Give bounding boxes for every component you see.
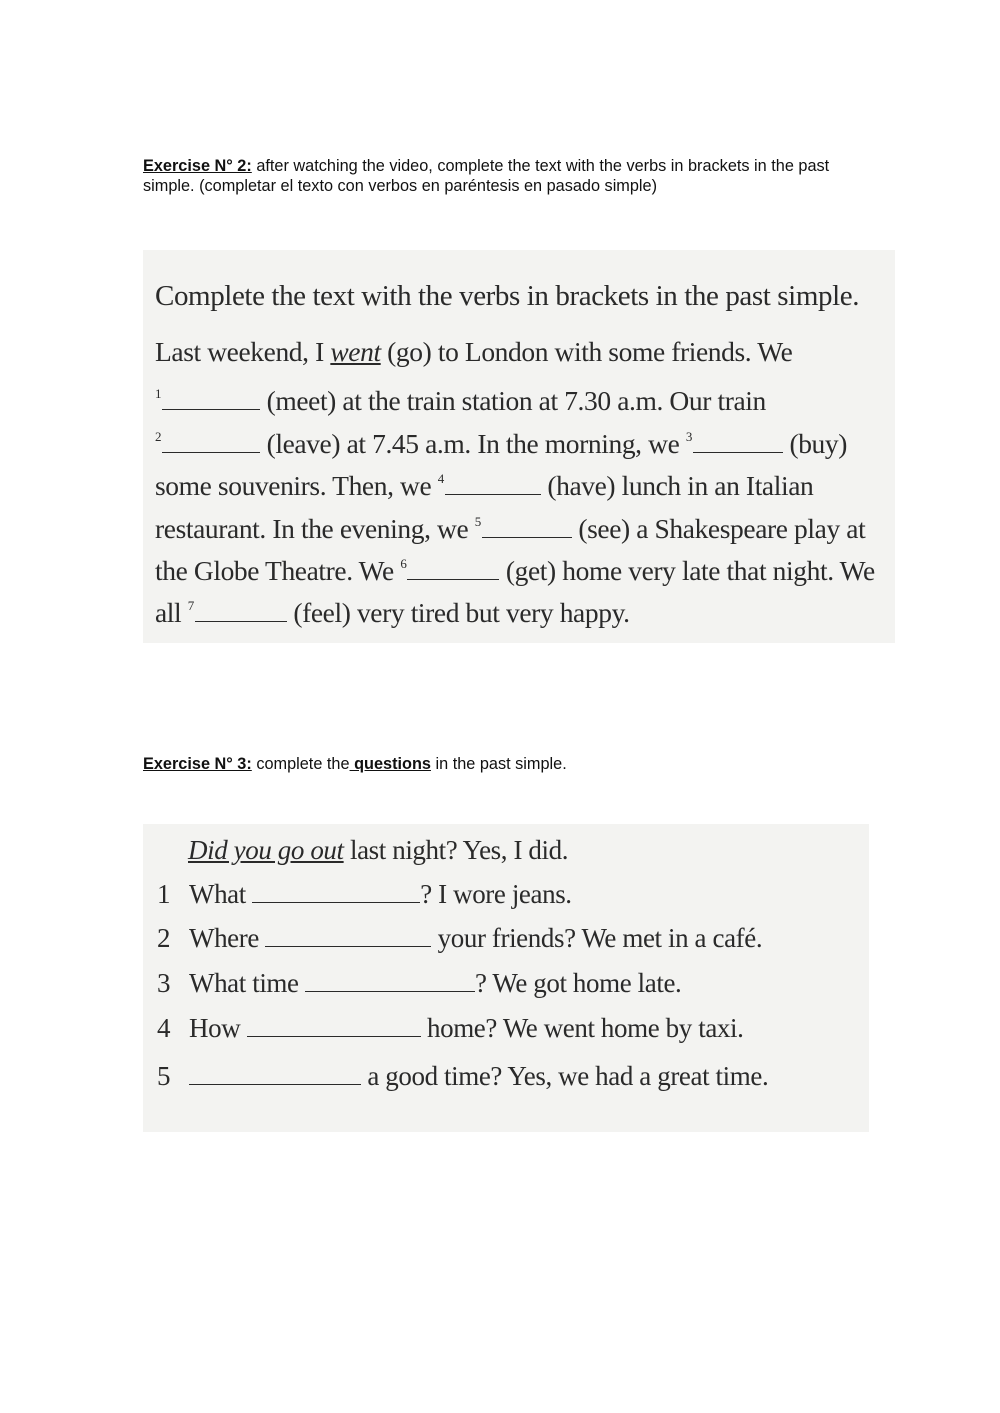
text-segment: all bbox=[155, 597, 188, 628]
answer-blank-5[interactable] bbox=[482, 515, 572, 538]
text-line bbox=[155, 506, 865, 545]
blank-number: 4 bbox=[437, 471, 444, 486]
question-blank-5[interactable] bbox=[189, 1062, 361, 1085]
exercise-3-instruction: complete the bbox=[251, 755, 350, 773]
example-answer: went bbox=[330, 336, 381, 367]
blank-number: 2 bbox=[155, 429, 162, 444]
exercise-3-keyword: questions bbox=[349, 755, 431, 773]
text-segment: What time bbox=[189, 968, 305, 998]
text-segment: ? We got home late. bbox=[474, 968, 682, 998]
question-line bbox=[157, 878, 572, 910]
answer-blank-1[interactable] bbox=[162, 387, 260, 410]
question-number: 2 bbox=[157, 923, 171, 953]
text-segment: (buy) bbox=[782, 428, 848, 459]
text-segment: ? I wore jeans. bbox=[420, 879, 572, 909]
question-line bbox=[157, 1012, 743, 1044]
text-segment: (meet) at the train station at 7.30 a.m. Our train bbox=[260, 385, 766, 416]
blank-number: 1 bbox=[155, 386, 162, 401]
exercise-2-label: Exercise N° 2: bbox=[143, 157, 252, 175]
question-line bbox=[157, 922, 762, 954]
answer-blank-7[interactable] bbox=[195, 599, 287, 622]
blank-number: 7 bbox=[187, 598, 194, 613]
text-segment: home? We went home by taxi. bbox=[420, 1013, 744, 1043]
text-line bbox=[155, 421, 847, 460]
answer-blank-6[interactable] bbox=[407, 557, 499, 580]
exercise-3-label: Exercise N° 3: bbox=[143, 755, 252, 773]
question-blank-3[interactable] bbox=[305, 969, 475, 992]
text-segment: How bbox=[189, 1013, 247, 1043]
exercise-2-text-image bbox=[143, 250, 895, 643]
question-number: 4 bbox=[157, 1013, 171, 1043]
text-line bbox=[155, 548, 875, 587]
text-segment: Last weekend, I bbox=[155, 336, 331, 367]
text-line bbox=[155, 590, 630, 629]
exercise-3-heading bbox=[143, 754, 863, 774]
text-segment: the Globe Theatre. We bbox=[155, 555, 401, 586]
question-number: 3 bbox=[157, 968, 171, 998]
blank-number: 6 bbox=[400, 556, 407, 571]
answer-blank-4[interactable] bbox=[445, 472, 541, 495]
exercise-2-heading bbox=[143, 156, 863, 196]
text-segment: (get) home very late that night. We bbox=[499, 555, 875, 586]
exercise-3-instruction-end: in the past simple. bbox=[430, 755, 567, 773]
text-segment: restaurant. In the evening, we bbox=[155, 513, 475, 544]
blank-number: 5 bbox=[474, 514, 481, 529]
text-segment: a good time? Yes, we had a great time. bbox=[361, 1061, 769, 1091]
answer-blank-3[interactable] bbox=[693, 430, 783, 453]
text-segment: some souvenirs. Then, we bbox=[155, 470, 438, 501]
example-question bbox=[188, 834, 568, 866]
question-line bbox=[157, 967, 681, 999]
text-segment: (feel) very tired but very happy. bbox=[286, 597, 630, 628]
blank-number: 3 bbox=[685, 429, 692, 444]
text-segment: (leave) at 7.45 a.m. In the morning, we bbox=[260, 428, 686, 459]
exercise-2-title: Complete the text with the verbs in brackets in the past simple. bbox=[155, 280, 860, 312]
text-segment: (go) to London with some friends. We bbox=[380, 336, 793, 367]
example-answer: Did you go out bbox=[188, 835, 344, 865]
question-blank-1[interactable] bbox=[252, 880, 420, 903]
text-segment: last night? Yes, I did. bbox=[343, 835, 569, 865]
answer-blank-2[interactable] bbox=[162, 430, 260, 453]
text-segment: What bbox=[189, 879, 253, 909]
text-line bbox=[155, 378, 766, 417]
question-number: 5 bbox=[157, 1061, 171, 1091]
text-line bbox=[155, 336, 792, 368]
text-segment: your friends? We met in a café. bbox=[431, 923, 763, 953]
exercise-2-instruction: after watching the video, complete the text with the verbs in brackets in the past simple. (completar el texto con verbos en paréntesis en pasado simple) bbox=[143, 157, 830, 195]
text-segment: (have) lunch in an Italian bbox=[540, 470, 814, 501]
text-segment: (see) a Shakespeare play at bbox=[571, 513, 866, 544]
question-blank-4[interactable] bbox=[247, 1014, 421, 1037]
question-blank-2[interactable] bbox=[265, 924, 431, 947]
text-segment: Where bbox=[189, 923, 266, 953]
question-number: 1 bbox=[157, 879, 171, 909]
exercise-3-questions-image bbox=[143, 824, 869, 1132]
text-line bbox=[155, 463, 813, 502]
question-line bbox=[157, 1060, 768, 1092]
